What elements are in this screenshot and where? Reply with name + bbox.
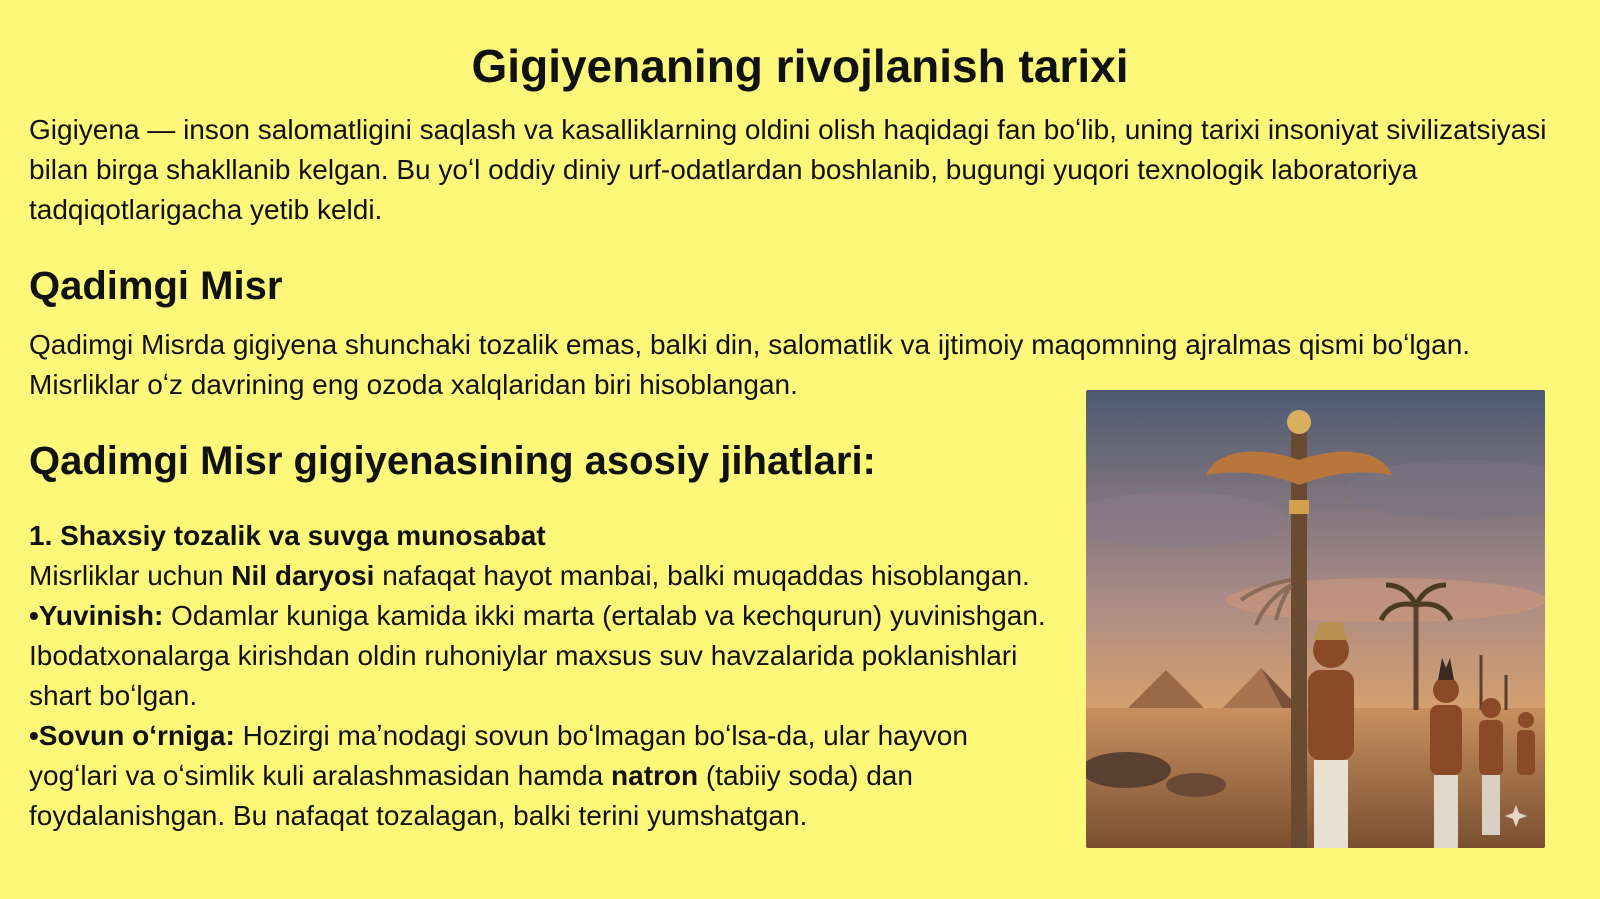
- heading-egypt: Qadimgi Misr: [29, 264, 283, 308]
- natron-bold: natron: [611, 760, 699, 791]
- nile-bold: Nil daryosi: [231, 560, 375, 591]
- bullet-washing-label: •Yuvinish:: [29, 600, 164, 631]
- egypt-paragraph: Qadimgi Misrda gigiyena shunchaki tozalik emas, balki din, salomatlik va ijtimoiy maqomning ajralmas qismi boʻlgan. Misrliklar oʻz davrining eng ozoda xalqlaridan biri hisoblangan.: [29, 329, 1471, 400]
- aspect1-title: 1. Shaxsiy tozalik va suvga munosabat: [29, 520, 546, 551]
- bullet-soap: •Sovun oʻrniga: Hozirgi maʼnodagi sovun boʻlmagan boʻlsa-da, ular hayvon yogʻlari va oʻsimlik kuli aralashmasidan hamda natron (tabiiy soda) dan foydalanishgan. Bu nafaqat tozalagan, balki terini yumshatgan.: [29, 720, 968, 831]
- aspects-section: [29, 516, 1059, 836]
- egypt-procession-image: [1086, 390, 1545, 848]
- heading-aspects: Qadimgi Misr gigiyenasining asosiy jihatlari:: [29, 439, 876, 483]
- intro-paragraph: Gigiyena — inson salomatligini saqlash va kasalliklarning oldini olish haqidagi fan boʻlib, uning tarixi insoniyat sivilizatsiyasi bilan birga shakllanib kelgan. Bu yoʻl oddiy diniy urf-odatlardan boshlanib, bugungi yuqori texnologik laboratoriya tadqiqotlarigacha yetib keldi.: [29, 114, 1547, 225]
- aspect1-text: Misrliklar uchun Nil daryosi nafaqat hayot manbai, balki muqaddas hisoblangan.: [29, 560, 1030, 591]
- slide-title: Gigiyenaning rivojlanish tarixi: [471, 40, 1129, 92]
- bullet-soap-label: •Sovun oʻrniga:: [29, 720, 235, 751]
- bullet-washing: •Yuvinish: Odamlar kuniga kamida ikki marta (ertalab va kechqurun) yuvinishgan. Ibodatxonalarga kirishdan oldin ruhoniylar maxsus suv havzalarida poklanishlari shart boʻlgan.: [29, 600, 1046, 711]
